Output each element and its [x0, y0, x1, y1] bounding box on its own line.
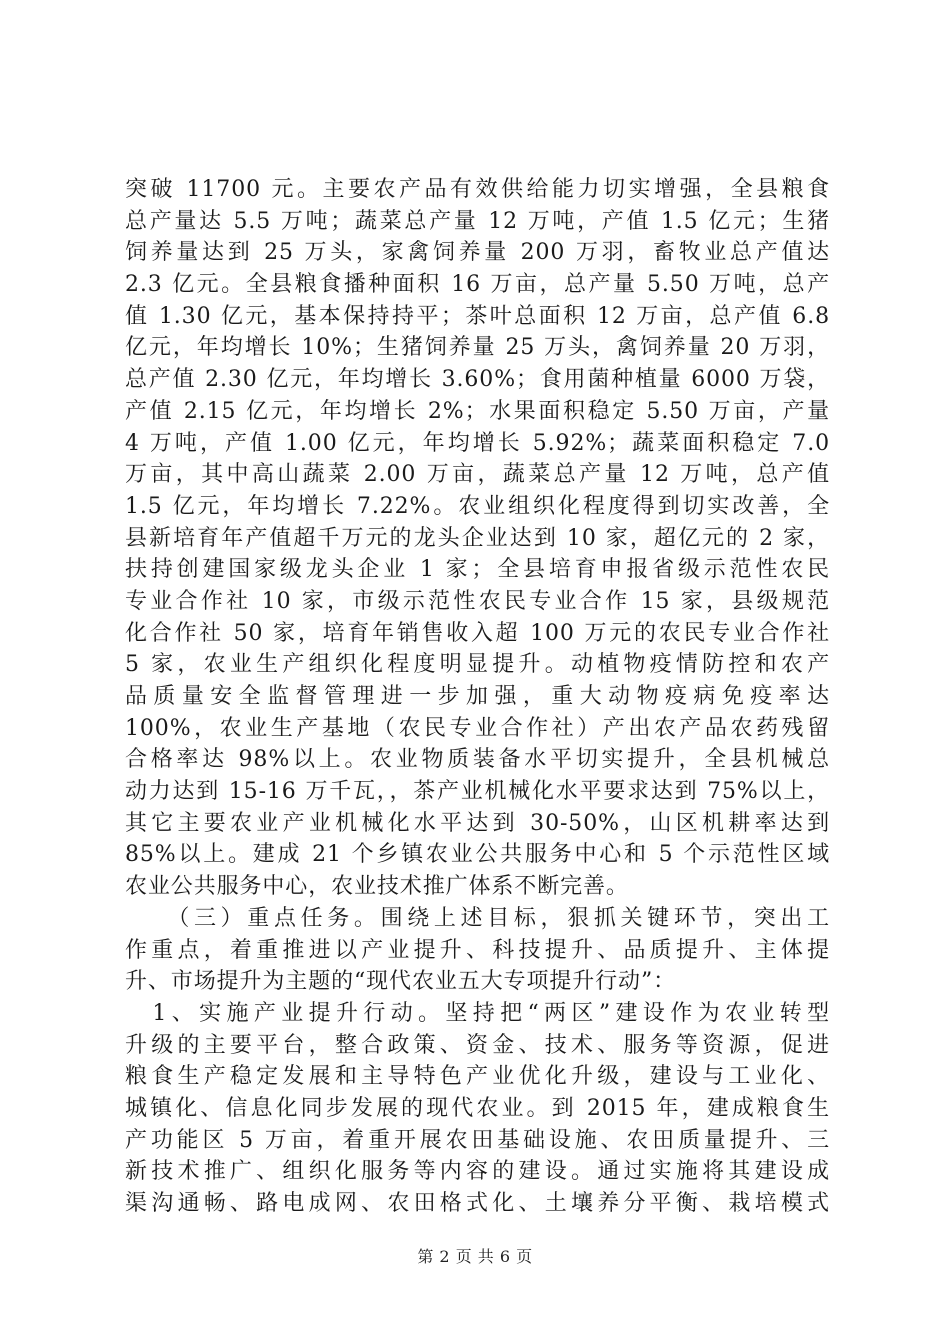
text-line: 农业公共服务中心，农业技术推广体系不断完善。 [125, 874, 629, 900]
document-body [125, 174, 830, 1220]
text-line: 动力达到 15-16 万千瓦，，茶产业机械化水平要求达到 75%以上， [125, 779, 830, 805]
text-line: 新技术推广、组织化服务等内容的建设。通过实施将其建设成 [125, 1159, 830, 1185]
text-line: 合格率达 98%以上。农业物质装备水平切实提升，全县机械总 [125, 747, 830, 773]
text-line: 5 家，农业生产组织化程度明显提升。动植物疫情防控和农产 [125, 652, 830, 678]
text-line: 总产值 2.30 亿元，年均增长 3.60%；食用菌种植量 6000 万袋， [125, 367, 830, 393]
text-line: 1.5 亿元，年均增长 7.22%。农业组织化程度得到切实改善，全 [125, 493, 830, 519]
page-footer: 第 2 页 共 6 页 [417, 1247, 533, 1266]
text-line: 2.3 亿元。全县粮食播种面积 16 万亩，总产量 5.50 万吨，总产 [125, 272, 830, 298]
text-line: 饲养量达到 25 万头，家禽饲养量 200 万羽，畜牧业总产值达 [125, 240, 830, 266]
text-line: 100%，农业生产基地（农民专业合作社）产出农产品农药残留 [125, 715, 830, 741]
text-line: 城镇化、信息化同步发展的现代农业。到 2015 年，建成粮食生 [125, 1095, 830, 1121]
text-line: 突破 11700 元。主要农产品有效供给能力切实增强，全县粮食 [125, 177, 830, 202]
text-line: 粮食生产稳定发展和主导特色产业优化升级，建设与工业化、 [125, 1064, 830, 1090]
text-line: 1、实施产业提升行动。坚持把“两区”建设作为农业转型 [125, 1000, 830, 1026]
text-line: 升、市场提升为主题的“现代农业五大专项提升行动”： [125, 969, 676, 995]
text-line: 产值 2.15 亿元，年均增长 2%；水果面积稳定 5.50 万亩，产量 [125, 398, 830, 424]
text-line: 县新培育年产值超千万元的龙头企业达到 10 家，超亿元的 2 家， [125, 525, 830, 551]
text-line: 4 万吨，产值 1.00 亿元，年均增长 5.92%；蔬菜面积稳定 7.0 [125, 430, 830, 456]
text-line: （三）重点任务。围绕上述目标，狠抓关键环节，突出工 [125, 905, 830, 931]
text-line: 渠沟通畅、路电成网、农田格式化、土壤养分平衡、栽培模式 [125, 1191, 830, 1216]
text-line: 品质量安全监督管理进一步加强，重大动物疫病免疫率达 [125, 684, 830, 709]
text-line: 升级的主要平台，整合政策、资金、技术、服务等资源，促进 [125, 1032, 830, 1058]
text-line: 85%以上。建成 21 个乡镇农业公共服务中心和 5 个示范性区域 [125, 842, 830, 868]
text-line: 亿元，年均增长 10%；生猪饲养量 25 万头，禽饲养量 20 万羽， [125, 335, 830, 361]
text-line: 值 1.30 亿元，基本保持持平；茶叶总面积 12 万亩，总产值 6.8 [125, 303, 830, 329]
text-line: 总产量达 5.5 万吨；蔬菜总产量 12 万吨，产值 1.5 亿元；生猪 [125, 208, 830, 234]
text-line: 专业合作社 10 家，市级示范性农民专业合作 15 家，县级规范 [125, 588, 830, 614]
text-line: 化合作社 50 家，培育年销售收入超 100 万元的农民专业合作社 [125, 620, 830, 646]
text-line: 其它主要农业产业机械化水平达到 30-50%，山区机耕率达到 [125, 810, 830, 836]
text-line: 万亩，其中高山蔬菜 2.00 万亩，蔬菜总产量 12 万吨，总产值 [125, 462, 830, 488]
text-line: 产功能区 5 万亩，着重开展农田基础设施、农田质量提升、三 [125, 1127, 830, 1153]
text-line: 作重点，着重推进以产业提升、科技提升、品质提升、主体提 [125, 937, 830, 963]
text-line: 扶持创建国家级龙头企业 1 家；全县培育申报省级示范性农民 [125, 557, 830, 583]
